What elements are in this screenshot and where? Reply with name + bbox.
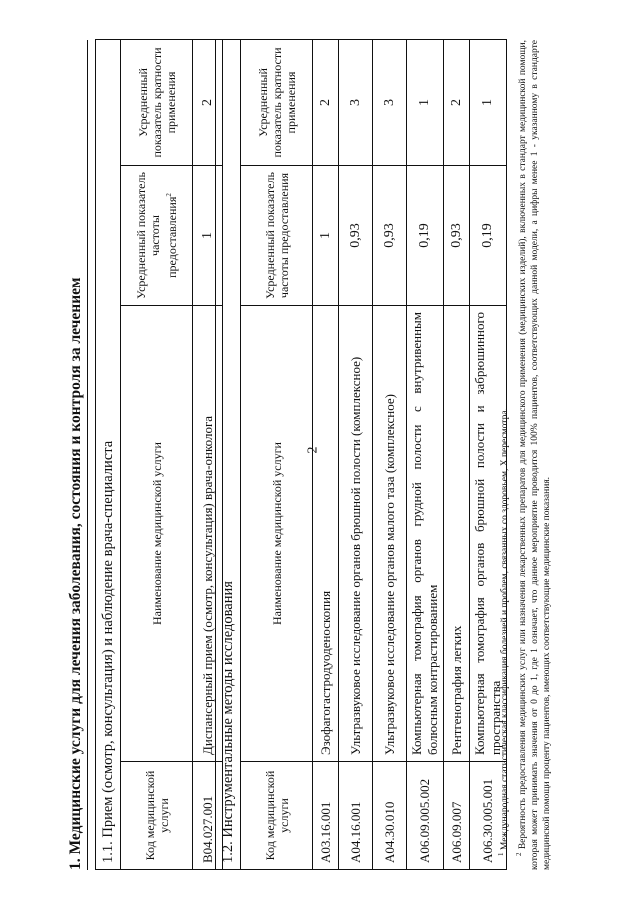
header-multiplicity: Усредненный показатель кратности применения	[121, 39, 193, 165]
row-multiplicity: 2	[313, 39, 339, 165]
table2-title: 1.2. Инструментальные методы исследования	[216, 39, 241, 869]
row-name: Ультразвуковое исследование органов малого таза (комплексное)	[373, 306, 407, 762]
row-code: A04.16.001	[339, 762, 373, 870]
table-row	[407, 39, 444, 869]
page-number: 2	[305, 446, 321, 454]
row-name: Компьютерная томография органов грудной полости с внутривенным болюсным контрастированием	[407, 306, 444, 762]
row-code: A03.16.001	[313, 762, 339, 870]
row-code: B04.027.001	[193, 762, 223, 870]
document-sheet	[65, 40, 585, 870]
row-code: A06.09.005.002	[407, 762, 444, 870]
row-multiplicity: 2	[444, 39, 470, 165]
header-code: Код медицинской услуги	[241, 762, 313, 870]
row-frequency: 0,93	[339, 166, 373, 306]
table-row	[339, 39, 373, 869]
table-row	[444, 39, 470, 869]
row-multiplicity: 3	[373, 39, 407, 165]
row-multiplicity: 1	[470, 39, 507, 165]
row-frequency: 0,93	[373, 166, 407, 306]
header-frequency: Усредненный показатель частоты предоставления$^2$	[121, 166, 193, 306]
row-code: A06.30.005.001	[470, 762, 507, 870]
row-code: A06.09.007	[444, 762, 470, 870]
table-instrumental	[215, 39, 507, 870]
row-code: A04.30.010	[373, 762, 407, 870]
footnotes	[495, 40, 555, 870]
table-row	[373, 39, 407, 869]
header-name: Наименование медицинской услуги	[121, 306, 193, 762]
row-multiplicity: 1	[407, 39, 444, 165]
row-frequency: 0,19	[407, 166, 444, 306]
footnote-1: $^1$ Международная статистическая классификация болезней и проблем, связанных со здоровьем, X пересмотра.	[497, 408, 511, 856]
row-name: Диспансерный прием (осмотр, консультация) врача-онколога	[193, 306, 223, 762]
row-frequency: 1	[193, 166, 223, 306]
footnote-2: $^2$ Вероятность предоставления медицинских услуг или назначения лекарственных препаратов для медицинского применения (медицинских изделий), включенных в стандарт медицинской помощи, которая может принимать значения от 0 до 1, где 1 означает, что данное мероприятие проводится 100% пациентов, соответствующих данной модели, а цифры менее 1 - указанному в стандарте медицинской помощи проценту пациентов, имеющих соответствующие медицинские показания.	[515, 39, 553, 870]
header-multiplicity: Усредненный показатель кратности применения	[241, 39, 313, 165]
row-multiplicity: 2	[193, 39, 223, 165]
row-name: Эзофагогастродуоденоскопия	[313, 306, 339, 762]
row-frequency: 0,93	[444, 166, 470, 306]
row-frequency: 0,19	[470, 166, 507, 306]
table-consultations	[95, 39, 223, 870]
row-name: Компьютерная томография органов брюшной полости и забрюшинного пространства	[470, 306, 507, 762]
section-title: 1. Медицинские услуги для лечения заболевания, состояния и контроля за лечением	[65, 40, 88, 870]
row-name: Ультразвуковое исследование органов брюшной полости (комплексное)	[339, 306, 373, 762]
row-frequency: 1	[313, 166, 339, 306]
header-code: Код медицинской услуги	[121, 762, 193, 870]
table-row	[313, 39, 339, 869]
table1-title: 1.1. Прием (осмотр, консультация) и наблюдение врача-специалиста	[96, 39, 121, 869]
row-multiplicity: 3	[339, 39, 373, 165]
header-name: Наименование медицинской услуги	[241, 306, 313, 762]
header-frequency: Усредненный показатель частоты предоставления	[241, 166, 313, 306]
row-name: Рентгенография легких	[444, 306, 470, 762]
